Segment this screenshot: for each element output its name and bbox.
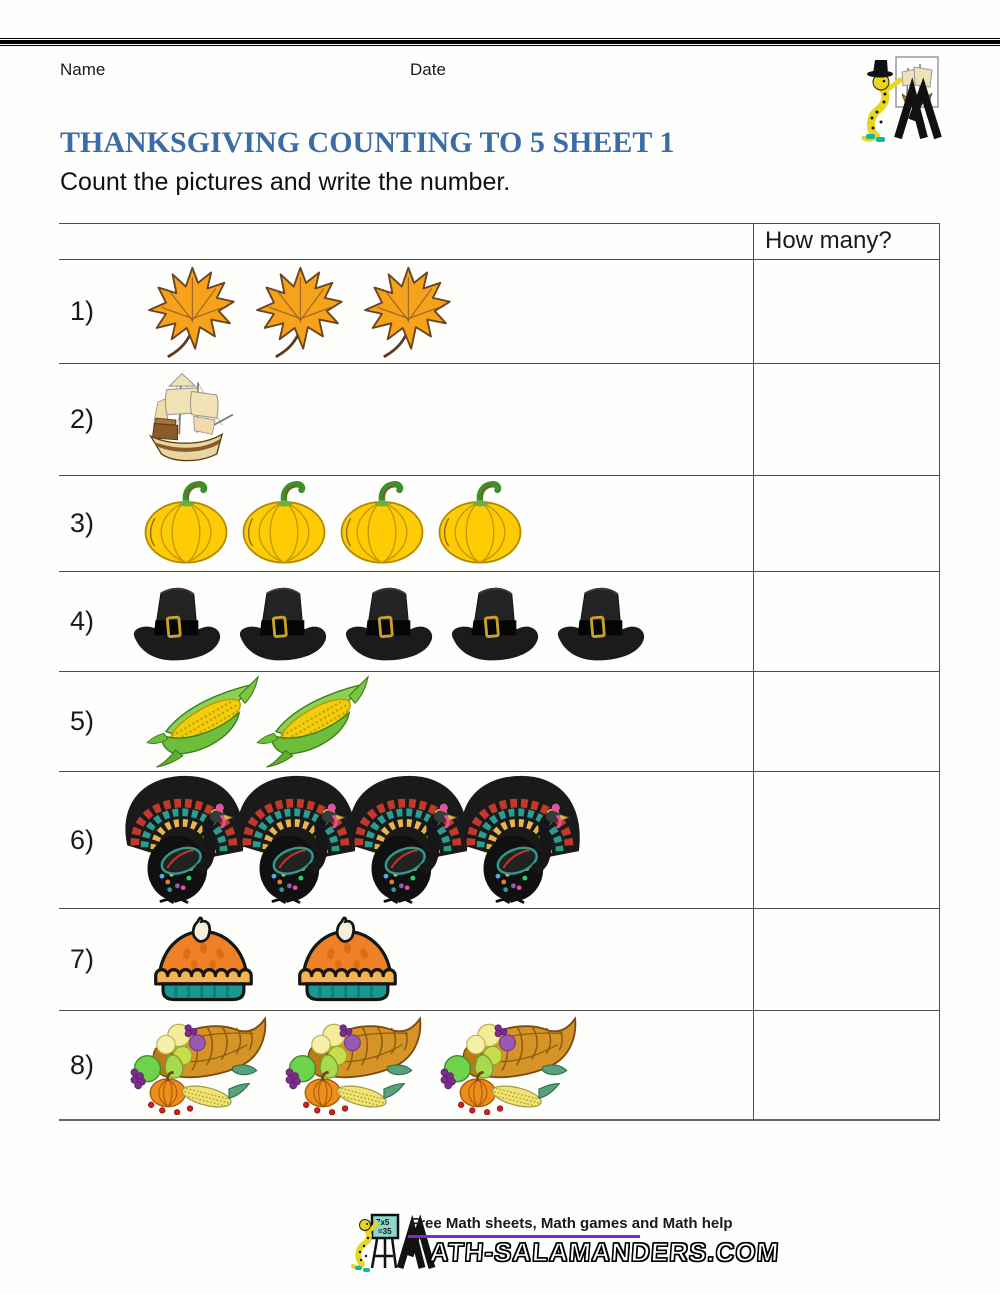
maple-leaf-image	[140, 264, 240, 360]
pilgrim-hat-image	[550, 578, 650, 666]
corn-cob-image	[256, 675, 371, 769]
page-title: THANKSGIVING COUNTING TO 5 SHEET 1	[60, 126, 675, 159]
answer-cell[interactable]	[754, 672, 940, 771]
pilgrim-hat-image	[232, 578, 332, 666]
answer-cell[interactable]	[754, 572, 940, 671]
answer-cell[interactable]	[754, 909, 940, 1010]
site-footer	[352, 1210, 781, 1274]
row-pictures	[140, 264, 464, 360]
site-name: ATH-SALAMANDERS.COM	[428, 1237, 781, 1267]
table-row	[59, 260, 940, 364]
pumpkin-pie-image	[140, 915, 266, 1005]
answer-cell[interactable]	[754, 260, 940, 363]
pumpkin-image	[336, 481, 428, 567]
table-row	[59, 772, 940, 909]
table-header-row	[59, 224, 940, 260]
row-number: 7)	[70, 944, 95, 974]
date-label: Date	[410, 60, 446, 79]
table-row	[59, 364, 940, 476]
mayflower-ship-image	[140, 367, 240, 473]
how-many-header: How many?	[765, 227, 892, 254]
row-number: 6)	[70, 824, 95, 855]
table-row	[59, 1011, 940, 1121]
pilgrim-hat-image	[444, 578, 544, 666]
logo-m-icon	[400, 1226, 432, 1268]
cornucopia-image	[432, 1015, 582, 1115]
answer-cell[interactable]	[754, 772, 940, 908]
top-border-rule	[0, 38, 1000, 46]
row-pictures	[118, 774, 566, 907]
row-pictures	[140, 915, 428, 1005]
answer-cell[interactable]	[754, 364, 940, 475]
row-number: 4)	[70, 606, 95, 636]
maple-leaf-image	[248, 264, 348, 360]
table-right-border	[939, 224, 940, 1121]
row-number: 8)	[70, 1049, 95, 1080]
table-row	[59, 572, 940, 672]
row-pictures	[122, 1015, 587, 1115]
row-number: 5)	[70, 706, 95, 736]
pumpkin-image	[434, 481, 526, 567]
table-row	[59, 672, 940, 772]
row-number: 1)	[70, 296, 95, 326]
corn-cob-image	[146, 675, 261, 769]
table-rows	[59, 260, 940, 1121]
board-equation-line2: =35	[378, 1227, 392, 1236]
pumpkin-image	[140, 481, 232, 567]
row-number: 3)	[70, 508, 95, 538]
pilgrim-hat-image	[126, 578, 226, 666]
salamander-pilgrim-logo-icon	[860, 54, 942, 142]
answer-cell[interactable]	[754, 1011, 940, 1119]
row-number: 2)	[70, 404, 95, 434]
board-equation-line1: 7x5	[376, 1218, 390, 1227]
row-pictures	[140, 367, 250, 473]
maple-leaf-image	[356, 264, 456, 360]
row-pictures	[146, 675, 366, 769]
cornucopia-image	[277, 1015, 427, 1115]
table-row	[59, 476, 940, 572]
pilgrim-hat-image	[338, 578, 438, 666]
answer-cell[interactable]	[754, 476, 940, 571]
turkey-image	[454, 774, 592, 907]
answer-column-divider	[753, 224, 754, 1121]
footer-tagline: Free Math sheets, Math games and Math help	[410, 1215, 733, 1232]
name-label: Name	[60, 60, 106, 79]
cornucopia-image	[122, 1015, 272, 1115]
worksheet-table	[59, 223, 940, 1121]
row-pictures	[126, 578, 656, 666]
table-row	[59, 909, 940, 1011]
instruction-text: Count the pictures and write the number.	[60, 168, 511, 196]
pumpkin-image	[238, 481, 330, 567]
pumpkin-pie-image	[284, 915, 410, 1005]
row-pictures	[140, 481, 532, 567]
